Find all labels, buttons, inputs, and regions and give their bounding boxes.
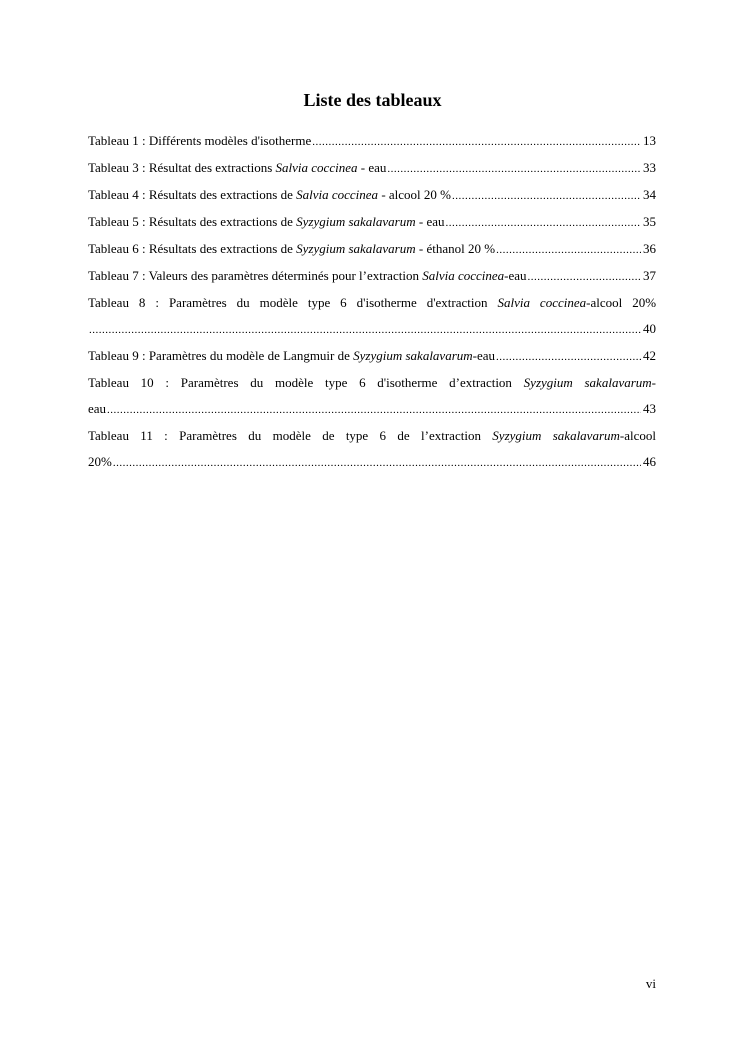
table-list (88, 128, 656, 476)
dot-leader (113, 450, 641, 476)
list-item[interactable] (88, 236, 656, 263)
dot-leader (312, 129, 641, 155)
entry-page-number: 46 (643, 454, 656, 469)
list-item[interactable] (88, 370, 656, 423)
entry-page-number: 40 (643, 321, 656, 336)
list-item[interactable] (88, 128, 656, 155)
entry-page-number: 33 (643, 160, 656, 175)
entry-label-continued: 20% (88, 454, 112, 469)
entry-page-number: 43 (643, 401, 656, 416)
entry-page-number: 34 (643, 187, 656, 202)
page-title: Liste des tableaux (303, 90, 442, 110)
entry-page-number: 37 (643, 268, 656, 283)
page-number: vi (645, 976, 656, 991)
list-item[interactable] (88, 155, 656, 182)
entry-label: Tableau 5 : Résultats des extractions de Syzygium sakalavarum - eau (88, 214, 445, 229)
dot-leader (107, 397, 641, 423)
entry-label: Tableau 11 : Paramètres du modèle de type 6 de l’extraction Syzygium sakalavarum-alcool (88, 428, 656, 443)
list-item[interactable] (88, 263, 656, 290)
entry-label: Tableau 6 : Résultats des extractions de Syzygium sakalavarum - éthanol 20 % (88, 241, 496, 256)
dot-leader (528, 264, 641, 290)
list-item[interactable] (88, 209, 656, 236)
entry-label: Tableau 1 : Différents modèles d'isotherme (88, 133, 312, 148)
entry-page-number: 42 (643, 348, 656, 363)
entry-label: Tableau 9 : Paramètres du modèle de Langmuir de Syzygium sakalavarum-eau (88, 348, 496, 363)
entry-page-number: 35 (643, 214, 656, 229)
dot-leader (496, 344, 641, 370)
dot-leader (496, 237, 641, 263)
entry-label-continued: eau (88, 401, 107, 416)
entry-label: Tableau 10 : Paramètres du modèle type 6 d'isotherme d’extraction Syzygium sakalavarum- (88, 375, 657, 390)
entry-page-number: 36 (643, 241, 656, 256)
dot-leader (452, 183, 641, 209)
entry-label: Tableau 4 : Résultats des extractions de Salvia coccinea - alcool 20 % (88, 187, 451, 202)
dot-leader (446, 210, 641, 236)
list-item[interactable] (88, 182, 656, 209)
list-item[interactable] (88, 423, 656, 476)
entry-label: Tableau 8 : Paramètres du modèle type 6 d'isotherme d'extraction Salvia coccinea-alcool 20% (88, 295, 657, 310)
entry-page-number: 13 (643, 133, 656, 148)
dot-leader (89, 317, 641, 343)
entry-label: Tableau 7 : Valeurs des paramètres déterminés pour l’extraction Salvia coccinea-eau (88, 268, 527, 283)
list-item[interactable] (88, 343, 656, 370)
dot-leader (387, 156, 641, 182)
list-item[interactable] (88, 290, 656, 343)
entry-label: Tableau 3 : Résultat des extractions Salvia coccinea - eau (88, 160, 387, 175)
